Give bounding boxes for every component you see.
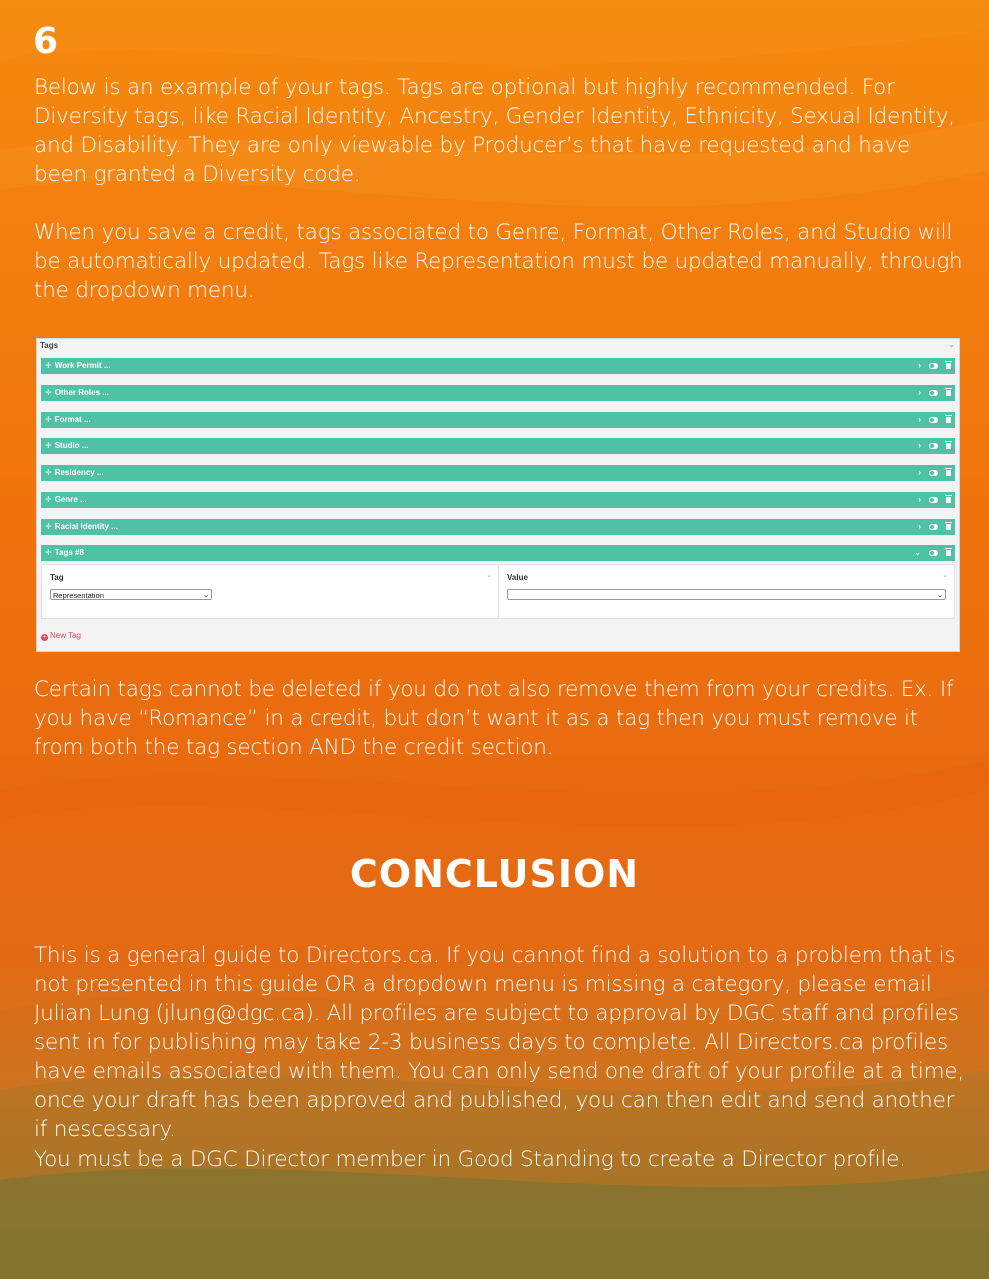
chevron-right-icon[interactable]: › bbox=[918, 388, 921, 397]
value-field-label: Value bbox=[507, 573, 528, 582]
tag-row-label: Tags #8 bbox=[54, 548, 84, 557]
tag-field-label: Tag bbox=[50, 573, 64, 582]
value-select[interactable] bbox=[507, 589, 946, 600]
credit-tags-paragraph: When you save a credit, tags associated to Genre, Format, Other Roles, and Studio will be automatically updated. Tags like Representation must be updated manually, through the dropdown menu. bbox=[34, 220, 963, 303]
chevron-down-icon[interactable]: ⌄ bbox=[942, 572, 948, 579]
select-caret-icon: ⌄ bbox=[203, 592, 209, 599]
tags-panel-header: Tags bbox=[40, 341, 59, 350]
chevron-down-icon[interactable]: ⌄ bbox=[914, 548, 921, 557]
trash-icon[interactable] bbox=[946, 363, 951, 369]
tag-select-value: Representation bbox=[53, 591, 104, 600]
drag-handle-icon[interactable]: ✛ bbox=[45, 415, 52, 424]
tag-row-residency[interactable] bbox=[41, 465, 955, 481]
toggle-icon[interactable] bbox=[929, 417, 938, 423]
tag-row-studio[interactable] bbox=[41, 438, 955, 454]
drag-handle-icon[interactable]: ✛ bbox=[45, 388, 52, 397]
tag-row-label: Residency ... bbox=[54, 468, 104, 477]
tag-row-label: Studio ... bbox=[54, 441, 89, 450]
delete-tags-paragraph: Certain tags cannot be deleted if you do not also remove them from your credits. Ex. If you have “Romance” in a credit, but don’t want it as a tag then you must remove it from both the tag section AND the credit section. bbox=[34, 677, 954, 760]
conclusion-heading: CONCLUSION bbox=[349, 852, 640, 896]
tag-row-tags-8[interactable] bbox=[41, 545, 955, 561]
new-tag-button[interactable] bbox=[41, 631, 81, 641]
tag-select[interactable] bbox=[50, 589, 212, 600]
drag-handle-icon[interactable]: ✛ bbox=[45, 468, 52, 477]
chevron-right-icon[interactable]: › bbox=[918, 522, 921, 531]
chevron-right-icon[interactable]: › bbox=[918, 441, 921, 450]
tag-row-format[interactable] bbox=[41, 412, 955, 428]
toggle-icon[interactable] bbox=[929, 443, 938, 449]
trash-icon[interactable] bbox=[946, 470, 951, 476]
plus-circle-icon: + bbox=[42, 634, 47, 641]
trash-icon[interactable] bbox=[946, 497, 951, 503]
tag-row-other-roles[interactable] bbox=[41, 385, 955, 401]
tag-row-label: Format ... bbox=[54, 415, 91, 424]
drag-handle-icon[interactable]: ✛ bbox=[45, 361, 52, 370]
toggle-icon[interactable] bbox=[929, 497, 938, 503]
drag-handle-icon[interactable]: ✛ bbox=[45, 495, 52, 504]
intro-paragraph: Below is an example of your tags. Tags are optional but highly recommended. For Diversity tags, like Racial Identity, Ancestry, Gender Identity, Ethnicity, Sexual Identity, and Disability. They are only viewable by Producer’s that have requested and have been granted a Diversity code. bbox=[34, 75, 955, 187]
membership-paragraph: You must be a DGC Director member in Good Standing to create a Director profile. bbox=[34, 1147, 906, 1172]
chevron-right-icon[interactable]: › bbox=[918, 415, 921, 424]
conclusion-paragraph: This is a general guide to Directors.ca. If you cannot find a solution to a problem that is not presented in this guide OR a dropdown menu is missing a category, please email Julian Lung (jlung@dgc.ca). All profiles are subject to approval by DGC staff and profiles sent in for publishing may take 2-3 business days to complete. All Directors.ca profiles have emails associated with them. You can only send one draft of your profile at a time, once your draft has been approved and published, you can then edit and send another if nescessary. bbox=[34, 943, 964, 1142]
tag-row-genre[interactable] bbox=[41, 492, 955, 508]
step-number: 6 bbox=[33, 21, 59, 62]
toggle-icon[interactable] bbox=[929, 390, 938, 396]
toggle-icon[interactable] bbox=[929, 363, 938, 369]
tag-edit-area bbox=[41, 564, 955, 619]
toggle-icon[interactable] bbox=[929, 524, 938, 530]
tag-field-column bbox=[42, 565, 499, 618]
chevron-down-icon[interactable]: ⌄ bbox=[948, 340, 955, 349]
trash-icon[interactable] bbox=[946, 390, 951, 396]
tag-row-label: Genre ... bbox=[54, 495, 87, 504]
trash-icon[interactable] bbox=[946, 550, 951, 556]
drag-handle-icon[interactable]: ✛ bbox=[45, 441, 52, 450]
tag-row-label: Racial Identity ... bbox=[54, 522, 118, 531]
tag-row-work-permit[interactable] bbox=[41, 358, 955, 374]
trash-icon[interactable] bbox=[946, 524, 951, 530]
drag-handle-icon[interactable]: ✛ bbox=[45, 548, 52, 557]
tag-row-label: Work Permit ... bbox=[54, 361, 111, 370]
chevron-down-icon[interactable]: ⌄ bbox=[486, 572, 492, 579]
chevron-right-icon[interactable]: › bbox=[918, 361, 921, 370]
new-tag-label: New Tag bbox=[50, 631, 81, 640]
chevron-right-icon[interactable]: › bbox=[918, 468, 921, 477]
toggle-icon[interactable] bbox=[929, 470, 938, 476]
trash-icon[interactable] bbox=[946, 443, 951, 449]
tag-row-racial-identity[interactable] bbox=[41, 519, 955, 535]
value-field-column bbox=[499, 565, 954, 618]
toggle-icon[interactable] bbox=[929, 550, 938, 556]
tag-row-label: Other Roles ... bbox=[54, 388, 109, 397]
drag-handle-icon[interactable]: ✛ bbox=[45, 522, 52, 531]
select-caret-icon: ⌄ bbox=[937, 592, 943, 599]
chevron-right-icon[interactable]: › bbox=[918, 495, 921, 504]
trash-icon[interactable] bbox=[946, 417, 951, 423]
tags-panel-screenshot bbox=[36, 338, 960, 652]
